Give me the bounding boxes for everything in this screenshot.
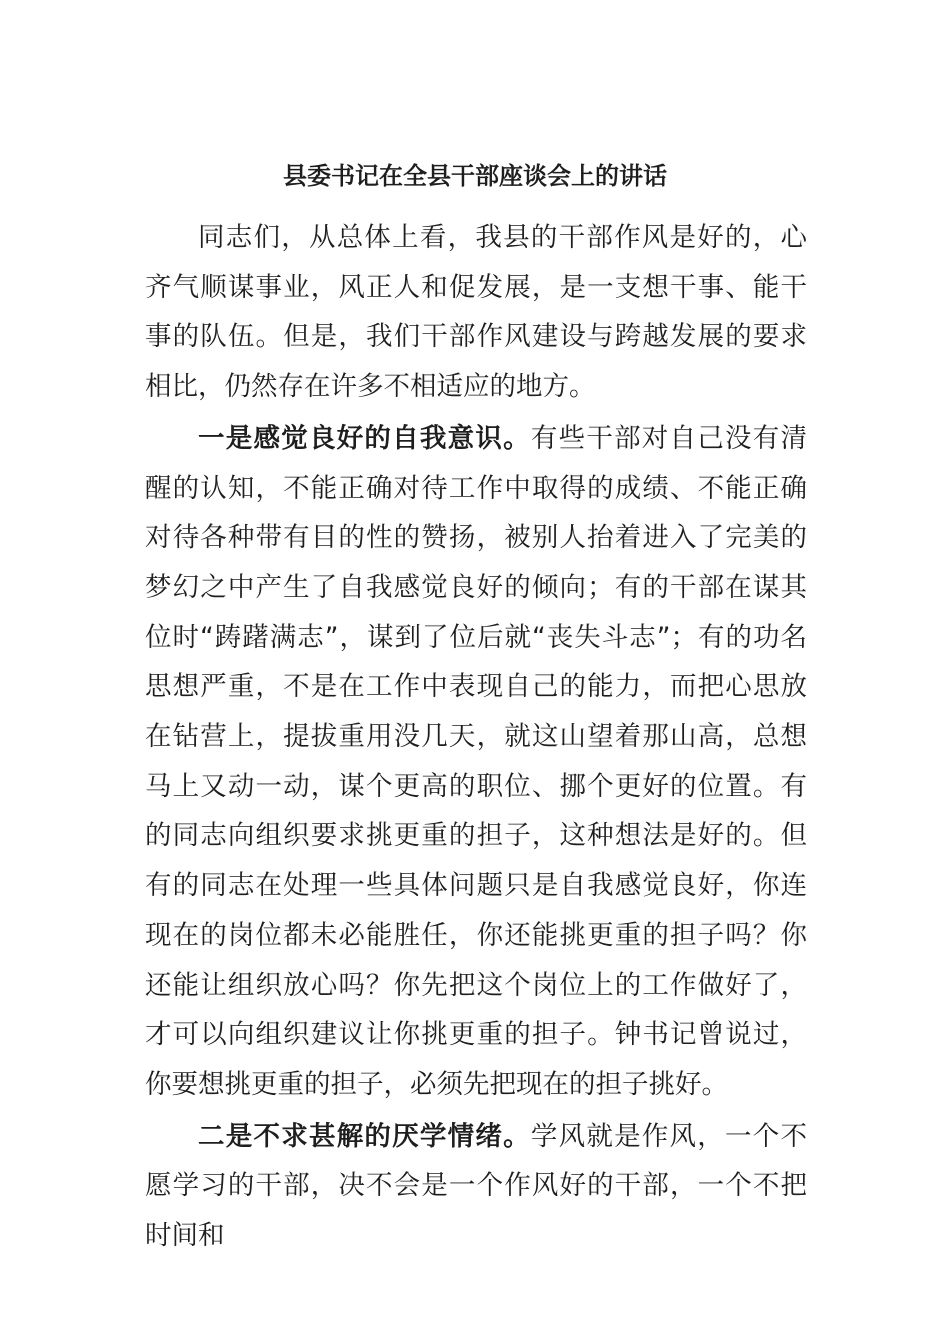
paragraph-text: 同志们，从总体上看，我县的干部作风是好的，心齐气顺谋事业，风正人和促发展，是一支想干事、能干事的队伍。但是，我们干部作风建设与跨越发展的要求相比，仍然存在许多不相适应的地方。 bbox=[145, 222, 807, 403]
document-title: 县委书记在全县干部座谈会上的讲话 bbox=[283, 162, 667, 190]
paragraph-text: 学风就是作风，一个不愿学习的干部，决不会是一个作风好的干部，一个不把时间和 bbox=[145, 1120, 808, 1252]
document-body bbox=[145, 213, 807, 1263]
paragraph-point-one bbox=[145, 414, 807, 1110]
paragraph-text: 有些干部对自己没有清醒的认知，不能正确对待工作中取得的成绩、不能正确对待各种带有目的性的赞扬，被别人抬着进入了完美的梦幻之中产生了自我感觉良好的倾向；有的干部在谋其位时“踌躇满志”，谋到了位后就“丧失斗志”；有的功名思想严重，不是在工作中表现自己的能力，而把心思放在钻营上，提拔重用没几天，就这山望着那山高，总想马上又动一动，谋个更高的职位、挪个更好的位置。有的同志向组织要求挑更重的担子，这种想法是好的。但有的同志在处理一些具体问题只是自我感觉良好，你连现在的岗位都未必能胜任，你还能挑更重的担子吗？你还能让组织放心吗？你先把这个岗位上的工作做好了，才可以向组织建议让你挑更重的担子。钟书记曾说过，你要想挑更重的担子，必须先把现在的担子挑好。 bbox=[145, 422, 808, 1100]
paragraph-lead: 二是不求甚解的厌学情绪。 bbox=[198, 1120, 531, 1152]
paragraph-point-two bbox=[145, 1112, 807, 1261]
paragraph-lead: 一是感觉良好的自我意识。 bbox=[198, 422, 531, 454]
paragraph-intro bbox=[145, 213, 807, 412]
